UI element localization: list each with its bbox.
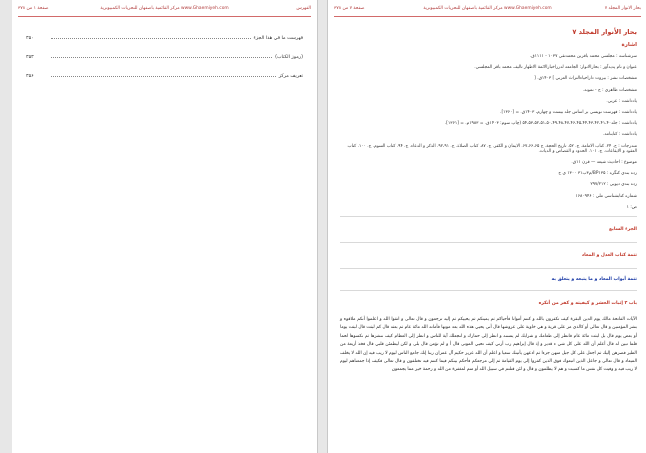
toc-page-number: ۳۵۰	[26, 36, 34, 41]
metadata-line: رده بندي ديويي : ۲۹۷/۲۱۲	[590, 182, 637, 188]
left-page-header	[18, 4, 311, 16]
left-page	[12, 0, 318, 453]
toc-leader	[51, 57, 272, 58]
metadata-line: يادداشت : عربي.	[606, 98, 637, 104]
metadata-line: مندرجات : ج. ۲۴. كتاب الامامة. ج. ۵۲. تاريخ الحجة. ج ۶۷،۶۶،۶۵. الايمان و الكفر. ج. ۸۷. كتاب الصلاة. ج. ۹۲،۹۱. الذكر و الدعاء. ج. ۹۴. كتاب السوم. ج. ۱۰۰. كتاب العقود و الايقاعات. ج. ۱۰۱. الحدود و القصاص و الديات.	[347, 143, 637, 154]
section-title: اشارة	[621, 42, 637, 48]
metadata-line: ص: ۱	[626, 204, 637, 210]
metadata-line: يادداشت : فهرست نويسي بر اساس جلد بيست و چهارم، ۱۴۰۳ق. = [۱۳۶۰].	[500, 110, 637, 116]
toc-title: تعريف مركز	[278, 74, 303, 79]
right-page	[327, 0, 646, 453]
metadata-line: يادداشت : جلد۵۴،۵۳،۵۲،۵۱،۵۰،۴۹،۴۸،۴۷،۴۶،۴۵،۴۴،۴۳،۴۲،۴۱،۴۰ (چاپ سوم: ۱۴۰۳ق. = ۱۹۸۳م. = [۱۳۶۱].	[444, 121, 637, 127]
divider	[340, 268, 637, 269]
bab-title: باب ۳ إثبات الحشر و كيفيته و كفر من أنكره	[538, 301, 637, 307]
metadata-line: يادداشت : كتابنامه.	[603, 132, 637, 138]
right-page-header	[334, 4, 641, 16]
book-title: بحار الأنوار المجلد ۷	[572, 28, 637, 36]
metadata-line: رده بندي كنگره : BP۱۳۵/م۳ب۳۱ ۱۳۰۰ ي ح	[558, 171, 637, 177]
toc-page-number: ۳۵۳	[26, 55, 34, 60]
page-content	[340, 24, 637, 375]
chapter-title: تتمة أبواب المعاد و ما يتبعه و يتعلق به	[551, 277, 637, 283]
toc-row[interactable]	[26, 30, 303, 41]
metadata-line: موضوع : احاديث شيعه — قرن ۱۱ق.	[571, 160, 637, 166]
right-header-page-count: صفحة ۷ من ۳۷۸	[334, 6, 365, 11]
metadata-line: شماره كتابشناسي ملي : ۱۶۸۰۹۴۶	[575, 193, 637, 199]
toc-leader	[51, 38, 251, 39]
right-header-rule	[334, 16, 641, 17]
metadata-line: عنوان و نام پديدآور : بحارالانوار: الجامعه لدرراخبارالائمة الاطهار تاليف محمد باقر المجلسي.	[474, 65, 637, 71]
toc-title: فهرست ما في هذا الجزء	[253, 36, 303, 41]
metadata-line: سرشناسه : مجلسي محمد باقربن محمدتقي ۱۰۳۷ - ۱۱۱۱ق.	[529, 54, 637, 59]
left-header-section: الفهرس	[296, 6, 311, 11]
left-header-page-count: صفحة ۱ من ۳۷۸	[18, 6, 49, 11]
right-header-site[interactable]: مركز القائمية باصفهان للتحريات الكمبيوترية www.Ghaemiyeh.com	[423, 6, 552, 11]
divider	[340, 290, 637, 291]
right-header-section: بحار الانوار المجلد ۷	[604, 6, 641, 11]
divider	[340, 242, 637, 243]
book-section-title: تتمة كتاب العدل و المعاد	[581, 253, 637, 259]
toc-page-number: ۳۵۶	[26, 74, 34, 79]
divider	[340, 216, 637, 217]
left-header-site[interactable]: مركز القائمية باصفهان للتحريات الكمبيوترية www.Ghaemiyeh.com	[100, 6, 229, 11]
part-title: الجزء السابع	[609, 227, 637, 233]
toc-leader	[51, 76, 276, 77]
left-header-rule	[18, 16, 311, 17]
toc-row[interactable]	[26, 49, 303, 60]
body-paragraph: الآيات الفاتحة مالك يوم الدين البقرة كيف تكفرون بالله و كنتم أمواتا فأحياكم ثم يميتكم ثم يحييكم ثم إليه ترجعون و قال تعالى و اتقوا الله و اعلموا أنكم ملاقوه و بشر المؤمنين و قال تعالى أو كالذي مر على قرية و هي خاوية على عروشها قال أنى يحيي هذه الله بعد موتها فأماته الله مائة عام ثم بعثه قال كم لبثت قال لبثت يوما أو بعض يوم قال بل لبثت مائة عام فانظر إلى طعامك و شرابك لم يتسنه و انظر إلى حمارك و لنجعلك آية للناس و انظر إلى العظام كيف ننشزها ثم نكسوها لحما فلما تبين له قال أعلم أن الله على كل شي ء قدير و إذ قال إبراهيم رب أرني كيف تحيي الموتى قال أ و لم تؤمن قال بلى و لكن ليطمئن قلبي قال فخذ أربعة من الطير فصرهن إليك ثم اجعل على كل جبل منهن جزءا ثم ادعهن يأتينك سعيا و اعلم أن الله عزيز حكيم آل عمران ربنا إنك جامع الناس ليوم لا ريب فيه إن الله لا يخلف الميعاد و قال تعالى و جاعل الذين اتبعوك فوق الذين كفروا إلى يوم القيامة ثم إلي مرجعكم فأحكم بينكم فيما كنتم فيه تختلفون و قال تعالى فكيف إذا جمعناهم ليوم لا ريب فيه و وفيت كل نفس ما كسبت و هم لا يظلمون و قال و لئن قتلتم في سبيل الله أو متم لمغفرة من الله و رحمة خير مما يجمعون	[339, 317, 637, 373]
toc-list	[26, 30, 303, 87]
toc-row[interactable]	[26, 68, 303, 79]
toc-title: (رموز الكتاب)	[275, 55, 303, 60]
metadata-line: مشخصات نشر : بيروت داراحياءالتراث العربي ] ۱۴۰۳ق. [	[534, 76, 637, 82]
metadata-line: مشخصات ظاهري : ج - نمونه.	[582, 87, 637, 93]
